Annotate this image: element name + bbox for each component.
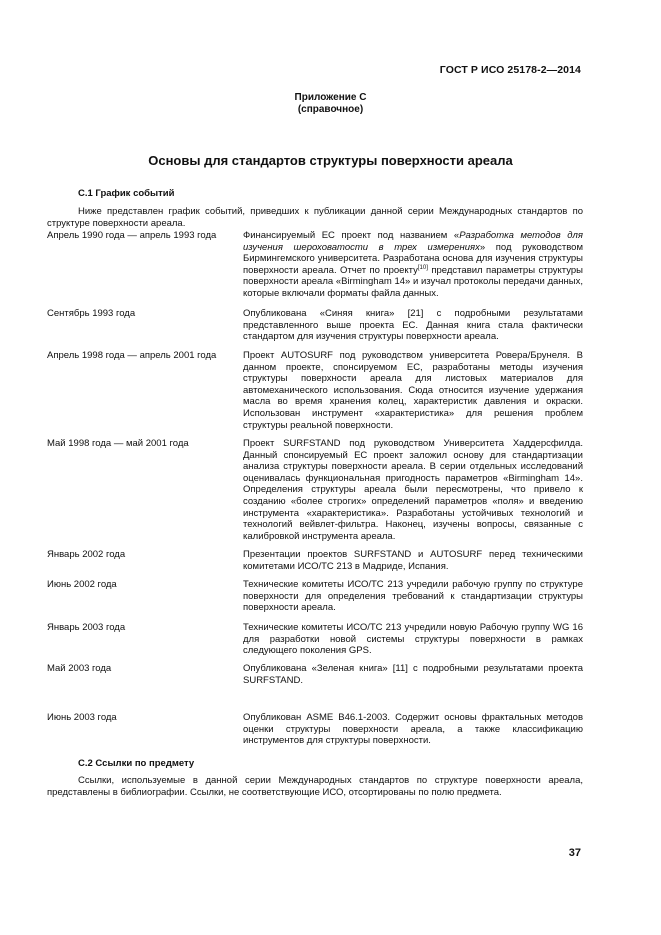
page-number: 37 [568,847,581,859]
event-description: Технические комитеты ИСО/ТС 213 учредили рабочую группу по структуре поверхности для определения требований к стандартизации структуры поверхности ареала. [243,579,583,614]
section-c2-text: Ссылки, используемые в данной серии Международных стандартов по структуре поверхности ареала, представлены в библиографии. Ссылки, не соответствующие ИСО, отсортированы по полю предмета. [47,775,583,798]
event-description: Опубликован ASME B46.1-2003. Содержит основы фрактальных методов оценки структуры поверхности ареала, а также классификацию инструментов для структуры поверхности. [243,712,583,747]
event-description: Проект AUTOSURF под руководством университета Ровера/Брунеля. В данном проекте, спонсируемом ЕС, разработаны методы изучения структуры поверхности ареала для листовых материалов для автомеханического использования. Сюда относится изучение удержания масла во время хранения колец, характеристик давления и окраски. Использован инструмент «характеристика» для решения проблем структуры реальной поверхности. [243,350,583,431]
annex-title: Приложение С [294,92,367,103]
event-description: Технические комитеты ИСО/ТС 213 учредили новую Рабочую группу WG 16 для разработки новой системы структуры поверхности в рамках следующего поколения GPS. [243,622,583,657]
section-c2-heading: С.2 Ссылки по предмету [78,758,195,769]
event-date: Май 1998 года — май 2001 года [47,438,189,449]
event-date: Июнь 2003 года [47,712,117,723]
event-description: Опубликована «Синяя книга» [21] с подробными результатами представленного выше проекта ЕС. Данная книга стала фактически стандартом для изучения структуры поверхности ареала. [243,308,583,343]
document-title: Основы для стандартов структуры поверхности ареала [148,153,513,168]
event-description: Проект SURFSTAND под руководством Университета Хаддерсфилда. Данный спонсируемый ЕС проект заложил основу для стандартизации анализа структуры поверхности ареала. В серии отдельных исследований оценивалась функциональная пригодность параметров «Birmingham 14». Определения структуры ареала были пересмотрены, что привело к созданию «более строгих» определений параметров «поля» и введению инструмента «характеристика». Разработаны устойчивых технологий и технологий вейвлет-фильтра. Наконец, изучены вопросы, связанные с калибровкой инструмента ареала. [243,438,583,542]
event-date: Июнь 2002 года [47,579,117,590]
event-date: Январь 2002 года [47,549,126,560]
section-c1-heading: С.1 График событий [78,188,175,199]
event-date: Апрель 1990 года — апрель 1993 года [47,230,217,241]
event-text-part: Финансируемый ЕС проект под названием « [243,230,460,241]
standard-code: ГОСТ Р ИСО 25178-2—2014 [439,64,581,76]
event-date: Январь 2003 года [47,622,126,633]
event-date: Май 2003 года [47,663,112,674]
annex-status: (справочное) [297,104,364,115]
section-c1-intro: Ниже представлен график событий, приведших к публикации данной серии Международных стандартов по структуре поверхности ареала. [47,206,583,229]
annex-heading [0,92,661,116]
event-description: Презентации проектов SURFSTAND и AUTOSURF перед техническими комитетами ИСО/ТС 213 в Мадриде, Испания. [243,549,583,572]
project-title-italic: Разработка методов для изучения шероховатости в трех измерениях [243,230,583,253]
event-text-part: представил параметры структуры поверхности ареала «Birmingham 14» и изучал протоколы передачи данных, которые включали форматы файла данных. [243,264,583,299]
event-date: Сентябрь 1993 года [47,308,136,319]
reference-superscript: [10] [417,264,428,271]
event-description [243,230,583,300]
event-description: Опубликована «Зеленая книга» [11] с подробными результатами проекта SURFSTAND. [243,663,583,686]
event-date: Апрель 1998 года — апрель 2001 года [47,350,217,361]
event-text-part: » под руководством Бирмингемского университета. Разработана основа для изучения структуры поверхности ареала. Отчет по проекту [243,241,583,276]
